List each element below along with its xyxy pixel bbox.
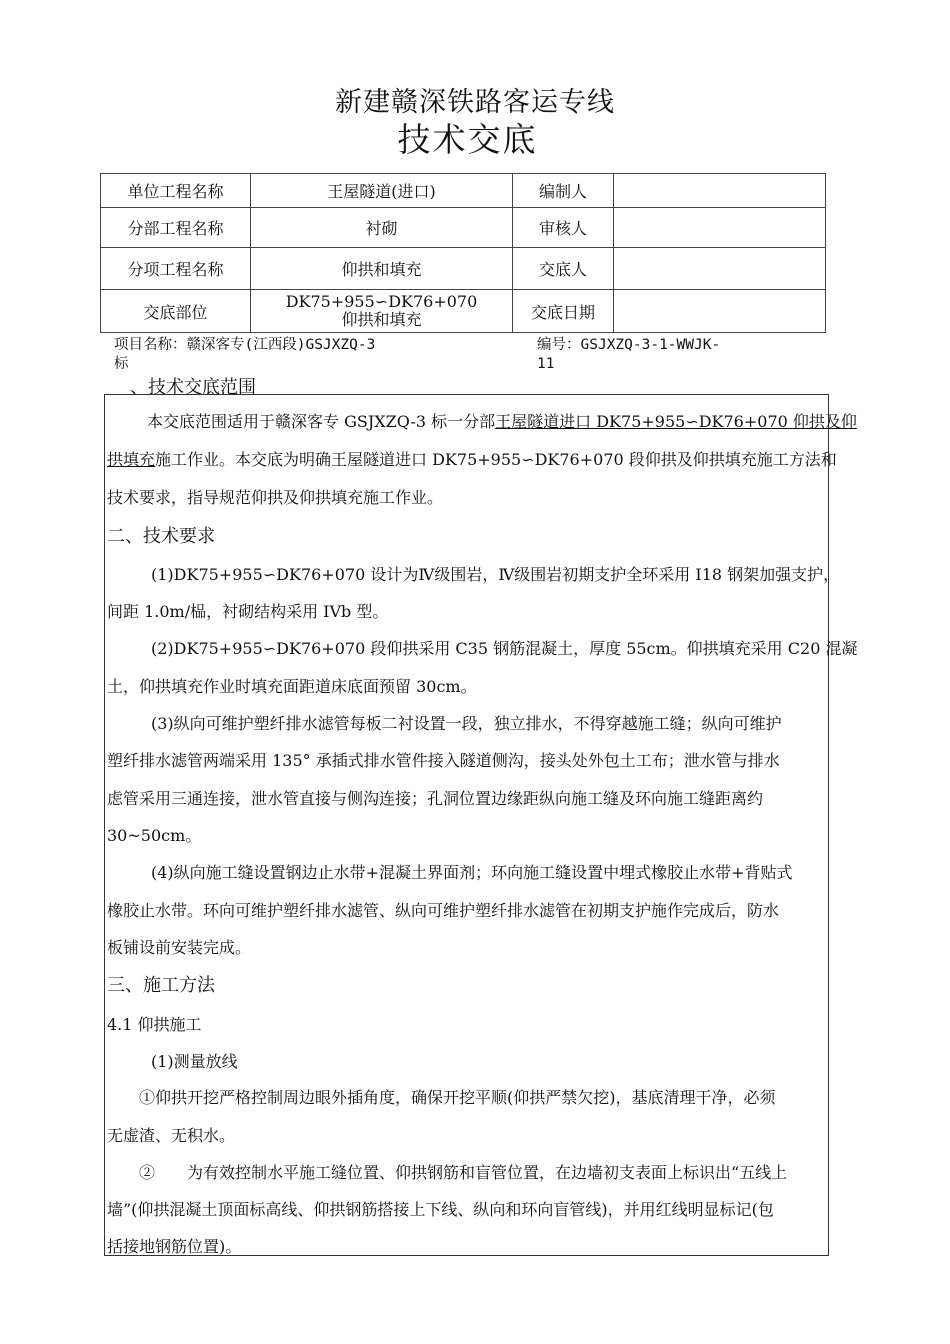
item-project-value: 仰拱和填充 <box>251 248 513 290</box>
unit-project-value: 王屋隧道(进口) <box>251 174 513 208</box>
reviewer-label: 审核人 <box>513 208 614 248</box>
section2-line: (3)纵向可维护塑纤排水滤管每板二衬设置一段，独立排水，不得穿越施工缝；纵向可维护 <box>151 714 782 733</box>
section3-subheading: 4.1 仰拱施工 <box>107 1015 202 1034</box>
section2-line: (2)DK75+955∽DK76+070 段仰拱采用 C35 钢筋混凝土，厚度 55cm。仰拱填充采用 C20 混凝 <box>151 639 858 658</box>
section1-line2: 拱填充施工作业。本交底为明确王屋隧道进口 DK75+955∽DK76+070 段仰拱及仰拱填充施工方法和 <box>107 450 837 469</box>
section1-line3: 技术要求，指导规范仰拱及仰拱填充施工作业。 <box>107 488 444 507</box>
doc-number <box>537 336 720 374</box>
location-label: 交底部位 <box>101 290 251 333</box>
sub-project-label: 分部工程名称 <box>101 208 251 248</box>
unit-project-label: 单位工程名称 <box>101 174 251 208</box>
location-value-line1: DK75+955∽DK76+070 <box>285 292 478 311</box>
section3-line: ② 为有效控制水平施工缝位置、仰拱钢筋和盲管位置，在边墙初支表面上标识出“五线上 <box>139 1163 788 1182</box>
doc-title-line1: 新建赣深铁路客运专线 <box>335 87 615 118</box>
project-name-line2: 标 <box>114 356 129 372</box>
section3-line: ①仰拱开挖严格控制周边眼外插角度，确保开挖平顺(仰拱严禁欠挖)，基底清理干净，必须 <box>139 1088 776 1107</box>
compiler-value <box>614 174 826 208</box>
section3-line: (1)测量放线 <box>151 1052 238 1071</box>
section2-line: 间距 1.0m/榀，衬砌结构采用 IVb 型。 <box>107 602 389 621</box>
discloser-value <box>614 248 826 290</box>
info-table <box>100 173 826 333</box>
section3-line: 墙”(仰拱混凝土顶面标高线、仰拱钢筋搭接上下线、纵向和环向盲管线)，并用红线明显标记(包 <box>107 1200 774 1219</box>
reviewer-value <box>614 208 826 248</box>
location-value-line2: 仰拱和填充 <box>341 310 422 329</box>
section2-line: 橡胶止水带。环向可维护塑纤排水滤管、纵向可维护塑纤排水滤管在初期支护施作完成后，防水 <box>107 901 780 920</box>
section2-line: (4)纵向施工缝设置钢边止水带+混凝土界面剂；环向施工缝设置中埋式橡胶止水带+背贴式 <box>151 863 793 882</box>
table-row <box>101 290 826 333</box>
section2-line: 塑纤排水滤管两端采用 135° 承插式排水管件接入隧道侧沟，接头处外包土工布；泄水管与排水 <box>107 751 780 770</box>
section2-line: 板铺设前安装完成。 <box>107 938 252 957</box>
location-value <box>251 290 513 333</box>
section2-heading: 二、技术要求 <box>107 526 215 547</box>
sub-project-value: 衬砌 <box>251 208 513 248</box>
doc-number-line2: 11 <box>537 356 555 372</box>
discloser-label: 交底人 <box>513 248 614 290</box>
section2-line: 虑管采用三通连接，泄水管直接与侧沟连接；孔洞位置边缘距纵向施工缝及环向施工缝距离约 <box>107 789 764 808</box>
date-label: 交底日期 <box>513 290 614 333</box>
date-value <box>614 290 826 333</box>
section2-line: 30~50cm。 <box>107 826 202 845</box>
section3-line: 无虚渣、无积水。 <box>107 1126 236 1145</box>
section1-heading: 、技术交底范围 <box>130 377 256 398</box>
item-project-label: 分项工程名称 <box>101 248 251 290</box>
table-row <box>101 248 826 290</box>
doc-title-line2: 技术交底 <box>397 120 538 159</box>
section3-heading: 三、施工方法 <box>107 975 215 996</box>
section2-line: (1)DK75+955∽DK76+070 设计为Ⅳ级围岩，Ⅳ级围岩初期支护全环采用 I18 钢架加强支护， <box>151 565 840 584</box>
compiler-label: 编制人 <box>513 174 614 208</box>
section1-line1: 本交底范围适用于赣深客专 GSJXZQ-3 标一分部王屋隧道进口 DK75+955∽DK76+070 仰拱及仰 <box>147 412 857 431</box>
section2-line: 土，仰拱填充作业时填充面距道床底面预留 30cm。 <box>107 677 477 696</box>
table-row <box>101 174 826 208</box>
section3-line: 括接地钢筋位置)。 <box>107 1237 242 1256</box>
project-name-line1: 项目名称：赣深客专(江西段)GSJXZQ-3 <box>114 337 376 353</box>
doc-number-line1: 编号：GSJXZQ-3-1-WWJK- <box>537 337 721 353</box>
project-name <box>114 336 375 374</box>
table-row <box>101 208 826 248</box>
